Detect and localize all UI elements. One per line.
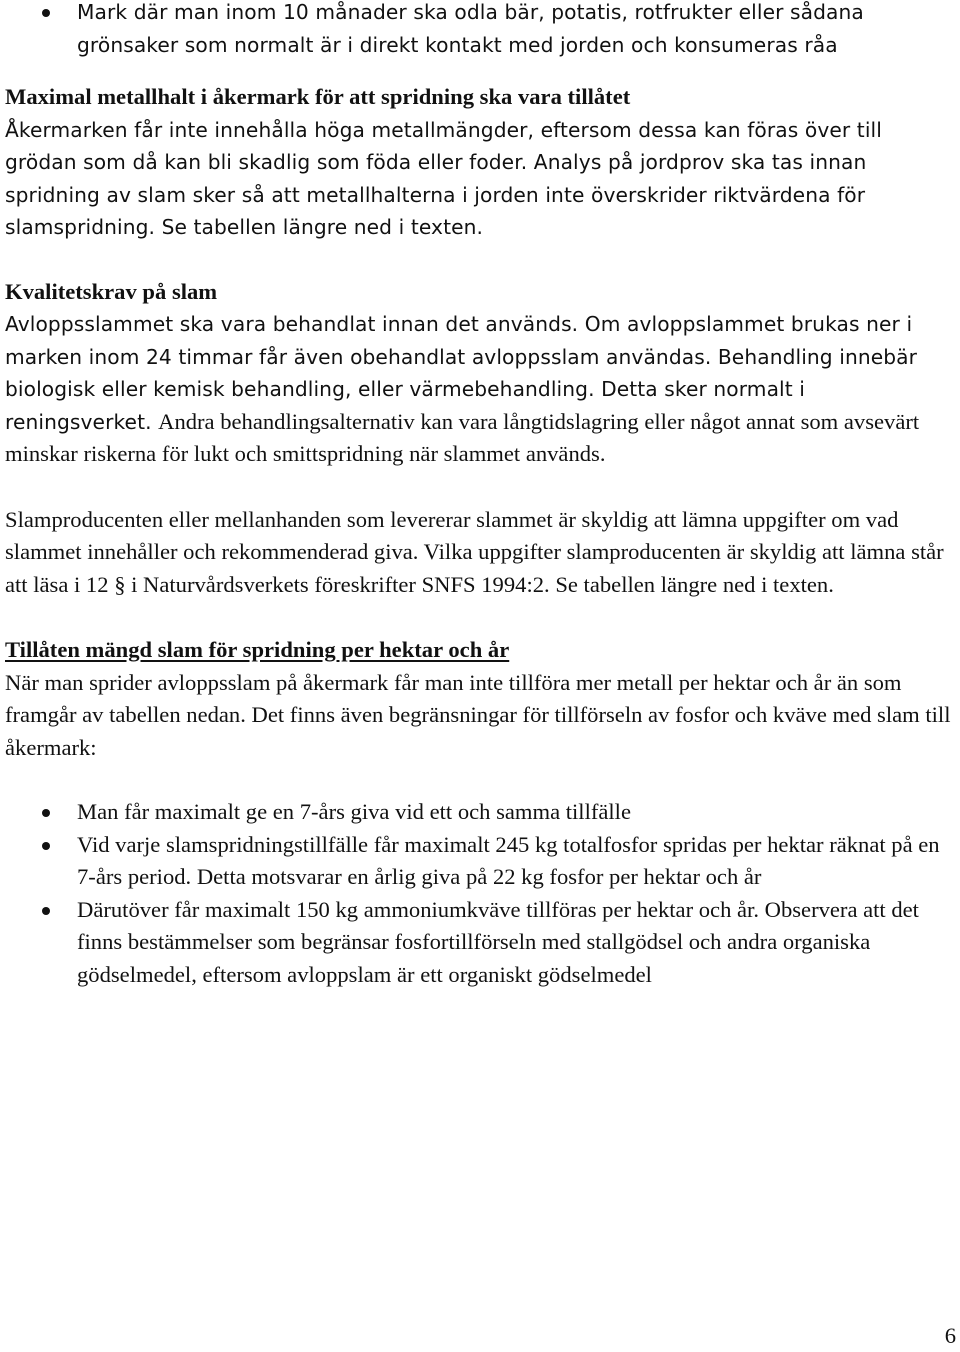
list-item — [5, 894, 955, 992]
bullet-dot-icon — [42, 907, 50, 915]
document-page — [5, 0, 955, 991]
paragraph-producer-duty — [5, 504, 955, 602]
paragraph-sludge-quality — [5, 308, 955, 471]
bullet-dot-icon — [42, 9, 50, 17]
list-item-text: Vid varje slamspridningstillfälle får maximalt 245 kg totalfosfor spridas per hektar räknat på en 7-års period. Detta motsvarar en årlig giva på 22 kg fosfor per hektar och år — [77, 831, 940, 889]
list-item-text: Mark där man inom 10 månader ska odla bär, potatis, rotfrukter eller sådana grönsaker som normalt är i direkt kontakt med jorden och konsumeras råa — [77, 0, 864, 57]
amount-bullet-list — [5, 796, 955, 991]
paragraph-metal-content — [5, 114, 955, 244]
paragraph-producer-text-a: Slamproducenten eller mellanhanden som levererar slammet är skyldig att lämna uppgifter om vad slammet innehåller och rekommenderad giva. Vilka uppgifter slamproducenten är skyldig att lämna står att läsa i 12 — [5, 506, 944, 597]
heading-allowed-amount: Tillåten mängd slam för spridning per hektar och år — [5, 637, 510, 662]
paragraph-quality-text-a: Avloppsslammet ska vara behandlat innan det används. Om avloppslammet brukas ner i marken inom 24 timmar får även obehandlat avloppsslam användas. Behandling innebär biologisk eller kemisk behandling, eller värmebehandling. Detta sker normalt i reningsverket. — [5, 312, 918, 434]
list-item-text: Man får maximalt ge en 7-års giva vid ett och samma tillfälle — [77, 799, 631, 824]
paragraph-metal-text-start: Åkermarken får inte innehålla höga metallmängder, eftersom dessa kan föras över till grödan som då kan bli skadlig som föda eller foder. — [5, 117, 882, 174]
paragraph-quality-text-b: Andra behandlingsalternativ kan vara långtidslagring eller något annat som avsevärt minskar riskerna för lukt och smittspridning när slammet används. — [5, 408, 920, 466]
paragraph-metal-text-rest: Analys på jordprov ska tas innan spridning av slam sker så att metallhalterna i jorden inte överskrider riktvärdena för slamspridning. Se tabellen längre ned i texten. — [5, 150, 867, 239]
heading-metal-content: Maximal metallhalt i åkermark för att spridning ska vara tillåtet — [5, 84, 631, 109]
list-item — [5, 0, 955, 61]
list-item — [5, 796, 955, 829]
list-item — [5, 829, 955, 894]
paragraph-producer-text-b: i Naturvårdsverkets föreskrifter SNFS 1994:2. Se tabellen längre ned i texten. — [125, 571, 834, 597]
paragraph-allowed-amount: När man sprider avloppsslam på åkermark får man inte tillföra mer metall per hektar och år än som framgår av tabellen nedan. Det finns även begränsningar för tillförseln av fosfor och kväve med slam till åkermark: — [5, 669, 951, 760]
page-number: 6 — [944, 1323, 956, 1348]
bullet-dot-icon — [42, 842, 50, 850]
bullet-dot-icon — [42, 809, 50, 817]
top-bullet-list — [5, 0, 955, 61]
section-sign: § — [114, 571, 126, 597]
heading-sludge-quality: Kvalitetskrav på slam — [5, 278, 218, 304]
list-item-text: Därutöver får maximalt 150 kg ammoniumkväve tillföras per hektar och år. Observera att det finns bestämmelser som begränsar fosfortillförseln med stallgödsel och andra organiska gödselmedel, eftersom avloppslam är ett organiskt gödselmedel — [77, 896, 919, 987]
